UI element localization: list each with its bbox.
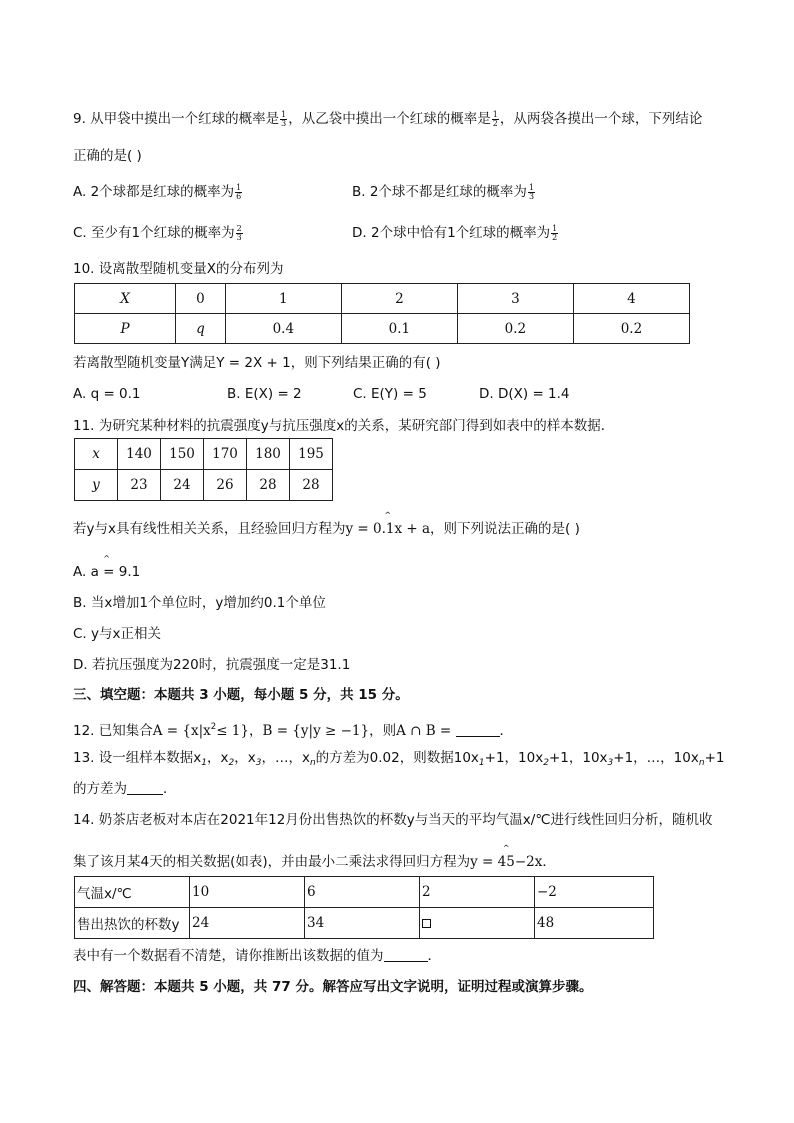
q9-option-a: A. 2个球都是红球的概率为 $\frac{1}{6}$ — [73, 182, 242, 201]
answer-blank[interactable] — [127, 782, 163, 795]
regression-equation: ^ y = 0.1x + a — [345, 520, 430, 538]
q11-option-a: ^ A. a = 9.1 — [73, 563, 140, 581]
regression-equation: ^ y = 45−2x — [470, 853, 542, 871]
q11-condition: 若y与x具有线性相关关系，且经验回归方程为^ y = 0.1x + a，则下列说法正确的是( ) — [73, 520, 580, 538]
table-row: y 23 24 26 28 28 — [75, 470, 333, 501]
q10-option-a: A. q = 0.1 — [73, 386, 141, 402]
q10-option-d: D. D(X) = 1.4 — [479, 386, 570, 402]
q13-line2: 的方差为 ． — [73, 781, 177, 797]
q9-option-d: D. 2个球中恰有1个红球的概率为 $\frac{1}{2}$ — [352, 223, 558, 242]
table-row: 售出热饮的杯数y 24 34 48 — [75, 908, 654, 939]
q10-condition: 若离散型随机变量Y满足Y = 2X + 1，则下列结果正确的有( ) — [73, 355, 441, 371]
q11-stem: 11. 为研究某种材料的抗震强度y与抗压强度x的关系，某研究部门得到如表中的样本数据． — [73, 418, 615, 434]
q9-option-c: C. 至少有1个红球的概率为 $\frac{2}{3}$ — [73, 223, 242, 242]
q13-line1: 13. 设一组样本数据$x_1$，$x_2$，$x_3$，…，$x_n$的方差为0.02，则数据$10x_1+1$，$10x_2+1$，$10x_3+1$，…，$10x_n+1$ — [73, 750, 725, 768]
q10-option-b: B. E(X) = 2 — [227, 386, 302, 402]
table-row: x 140 150 170 180 195 — [75, 439, 333, 470]
section-3-heading: 三、填空题：本题共 3 小题，每小题 5 分，共 15 分。 — [73, 687, 409, 703]
answer-blank[interactable] — [456, 724, 500, 737]
table-row: X 0 1 2 3 4 — [75, 284, 690, 314]
q9-stem-line2: 正确的是( ) — [73, 148, 142, 164]
q11-option-c: C. y与x正相关 — [73, 626, 161, 642]
q14-question: 表中有一个数据看不清楚，请你推断出该数据的值为 ． — [73, 948, 441, 964]
q11-option-d: D. 若抗压强度为220时，抗震强度一定是31.1 — [73, 657, 351, 673]
q14-data-table — [74, 876, 654, 939]
unclear-value-box — [422, 919, 431, 928]
q11-option-b: B. 当x增加1个单位时，y增加约0.1个单位 — [73, 595, 326, 611]
q12-stem: 12. 已知集合$A = \{x|x^2\le 1\}$，B = {y|y ≥ −1}，则A ∩ B = ． — [73, 722, 514, 739]
fraction: $\frac{1}{3}$ — [281, 109, 287, 128]
q9-stem-line1: 9. 从甲袋中摸出一个红球的概率是 $\frac{1}{3}$ ，从乙袋中摸出一个红球的概率是 $\frac{1}{2}$ ，从两袋各摸出一个球，下列结论 — [73, 109, 703, 128]
q14-line2: 集了该月某4天的相关数据(如表)，并由最小二乘法求得回归方程为^ y = 45−2x． — [73, 853, 556, 871]
q11-sample-table — [74, 438, 333, 501]
q9-option-b: B. 2个球不都是红球的概率为 $\frac{1}{3}$ — [352, 182, 535, 201]
q10-option-c: C. E(Y) = 5 — [353, 386, 427, 402]
q10-distribution-table — [74, 283, 690, 344]
table-row: P q 0.4 0.1 0.2 0.2 — [75, 314, 690, 344]
section-4-heading: 四、解答题：本题共 5 小题，共 77 分。解答应写出文字说明，证明过程或演算步骤。 — [73, 979, 593, 995]
q14-line1: 14. 奶茶店老板对本店在2021年12月份出售热饮的杯数y与当天的平均气温x/℃进行线性回归分析，随机收 — [73, 812, 713, 828]
q10-stem: 10. 设离散型随机变量X的分布列为 — [73, 261, 284, 277]
answer-blank[interactable] — [384, 949, 428, 962]
table-row: 气温x/℃ 10 6 2 −2 — [75, 877, 654, 908]
fraction: $\frac{1}{2}$ — [492, 109, 498, 128]
